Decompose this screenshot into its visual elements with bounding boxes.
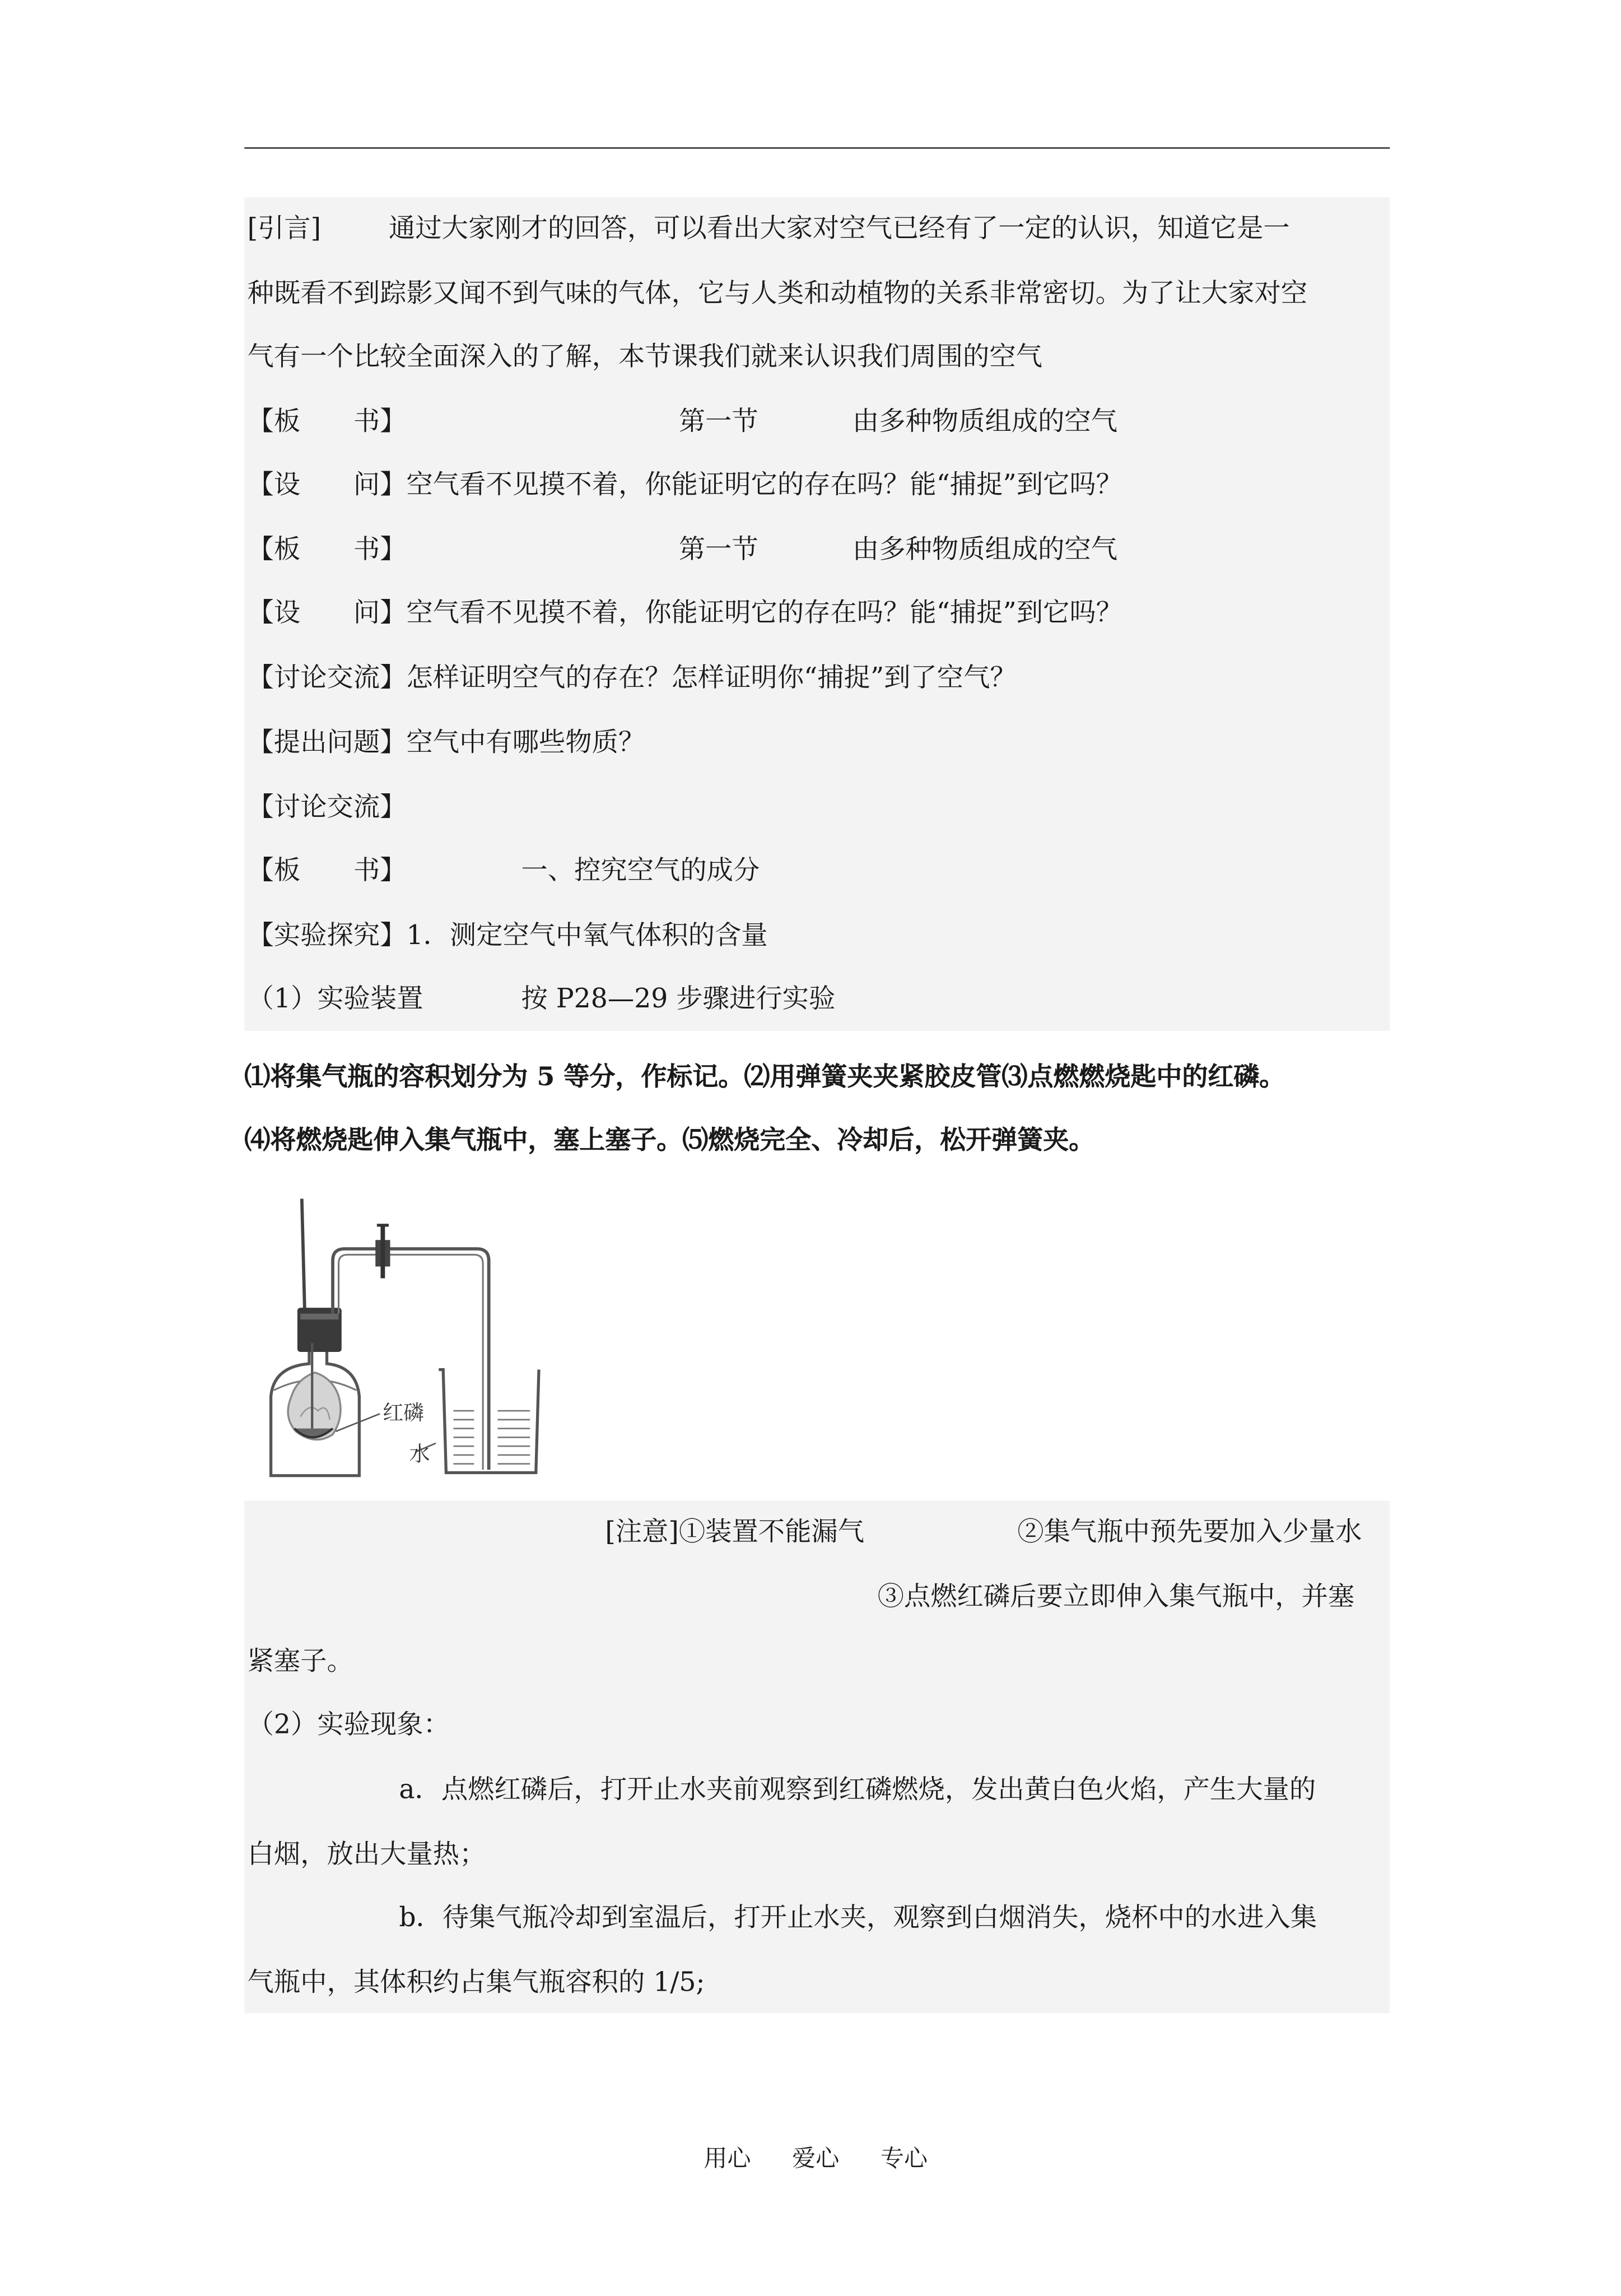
section-title: 由多种物质组成的空气	[852, 535, 1118, 566]
note-3-continued: 紧塞子。	[247, 1646, 353, 1677]
entry-label: 【板 书】	[247, 535, 407, 566]
entry-text: 1．测定空气中氧气体积的含量	[406, 920, 768, 952]
apparatus-figure	[259, 1196, 548, 1487]
entry-label: 【板 书】	[247, 406, 407, 438]
steps-line-2: ⑷将燃烧匙伸入集气瓶中，塞上塞子。⑸燃烧完全、冷却后，松开弹簧夹。	[244, 1126, 1095, 1156]
entry-text: 空气中有哪些物质？	[406, 727, 645, 759]
intro-text-1: 通过大家刚才的回答，可以看出大家对空气已经有了一定的认识，知道它是一	[389, 213, 1290, 245]
intro-line-1	[248, 212, 1290, 248]
entry-label: 【板 书】	[247, 856, 407, 887]
footer	[704, 2141, 928, 2177]
entry-label: 【设 问】	[247, 470, 407, 501]
phenomena-heading: （2）实验现象：	[247, 1709, 450, 1741]
phenomena-a-line-2: 白烟，放出大量热；	[247, 1839, 486, 1871]
phenomena-b-line-2: 气瓶中，其体积约占集气瓶容积的 1/5;	[247, 1967, 705, 1998]
entry-label: 【提出问题】	[247, 727, 407, 759]
entry-blackboard-2	[247, 533, 1118, 569]
note-2: ②集气瓶中预先要加入少量水	[1017, 1517, 1362, 1548]
entry-text: 一、控究空气的成分	[521, 856, 760, 887]
entry-text: 空气看不见摸不着，你能证明它的存在吗？能“捕捉”到它吗？	[406, 598, 1122, 629]
header-rule	[244, 147, 1390, 149]
section-number: 第一节	[678, 406, 758, 438]
apparatus-label: （1）实验装置	[247, 983, 423, 1015]
intro-tag: [引言]	[247, 213, 322, 245]
footer-word-2: 爱心	[792, 2144, 840, 2173]
footer-word-3: 专心	[880, 2144, 928, 2173]
apparatus-ref: 按 P28—29 步骤进行实验	[521, 983, 836, 1015]
intro-line-3: 气有一个比较全面深入的了解，本节课我们就来认识我们周围的空气	[247, 341, 1042, 373]
entry-text: 怎样证明空气的存在？怎样证明你“捕捉”到了空气？	[406, 662, 1017, 694]
entry-blackboard-1	[247, 405, 1118, 440]
entry-discussion-2	[248, 791, 407, 826]
phenomena-a-line-1: a．点燃红磷后，打开止水夹前观察到红磷燃烧，发出黄白色火焰，产生大量的	[399, 1774, 1316, 1806]
apparatus-line	[247, 982, 836, 1017]
section-number: 第一节	[678, 535, 758, 566]
entry-label: 【讨论交流】	[247, 792, 407, 824]
entry-problem	[248, 726, 645, 761]
footer-word-1: 用心	[704, 2144, 751, 2173]
entry-question-2	[248, 597, 1122, 632]
steps-line-1: ⑴将集气瓶的容积划分为 5 等分，作标记。⑵用弹簧夹夹紧胶皮管⑶点燃燃烧匙中的红磷。	[244, 1063, 1285, 1093]
section-title: 由多种物质组成的空气	[852, 406, 1118, 438]
entry-blackboard-3	[247, 854, 760, 890]
label-red-phosphorus: 红磷	[383, 1400, 424, 1425]
entry-discussion-1	[248, 661, 1017, 696]
entry-text: 空气看不见摸不着，你能证明它的存在吗？能“捕捉”到它吗？	[406, 470, 1122, 501]
intro-line-2: 种既看不到踪影又闻不到气味的气体，它与人类和动植物的关系非常密切。为了让大家对空	[247, 278, 1308, 309]
note-1: [注意]①装置不能漏气	[605, 1517, 865, 1548]
phenomena-b-line-1: b．待集气瓶冷却到室温后，打开止水夹，观察到白烟消失，烧杯中的水进入集	[399, 1903, 1317, 1934]
label-water: 水	[409, 1442, 430, 1466]
entry-label: 【实验探究】	[247, 920, 407, 952]
entry-label: 【设 问】	[247, 598, 407, 629]
entry-question-1	[248, 468, 1122, 504]
entry-experiment	[248, 919, 768, 954]
note-3: ③点燃红磷后要立即伸入集气瓶中，并塞	[877, 1582, 1355, 1613]
entry-label: 【讨论交流】	[247, 662, 407, 694]
